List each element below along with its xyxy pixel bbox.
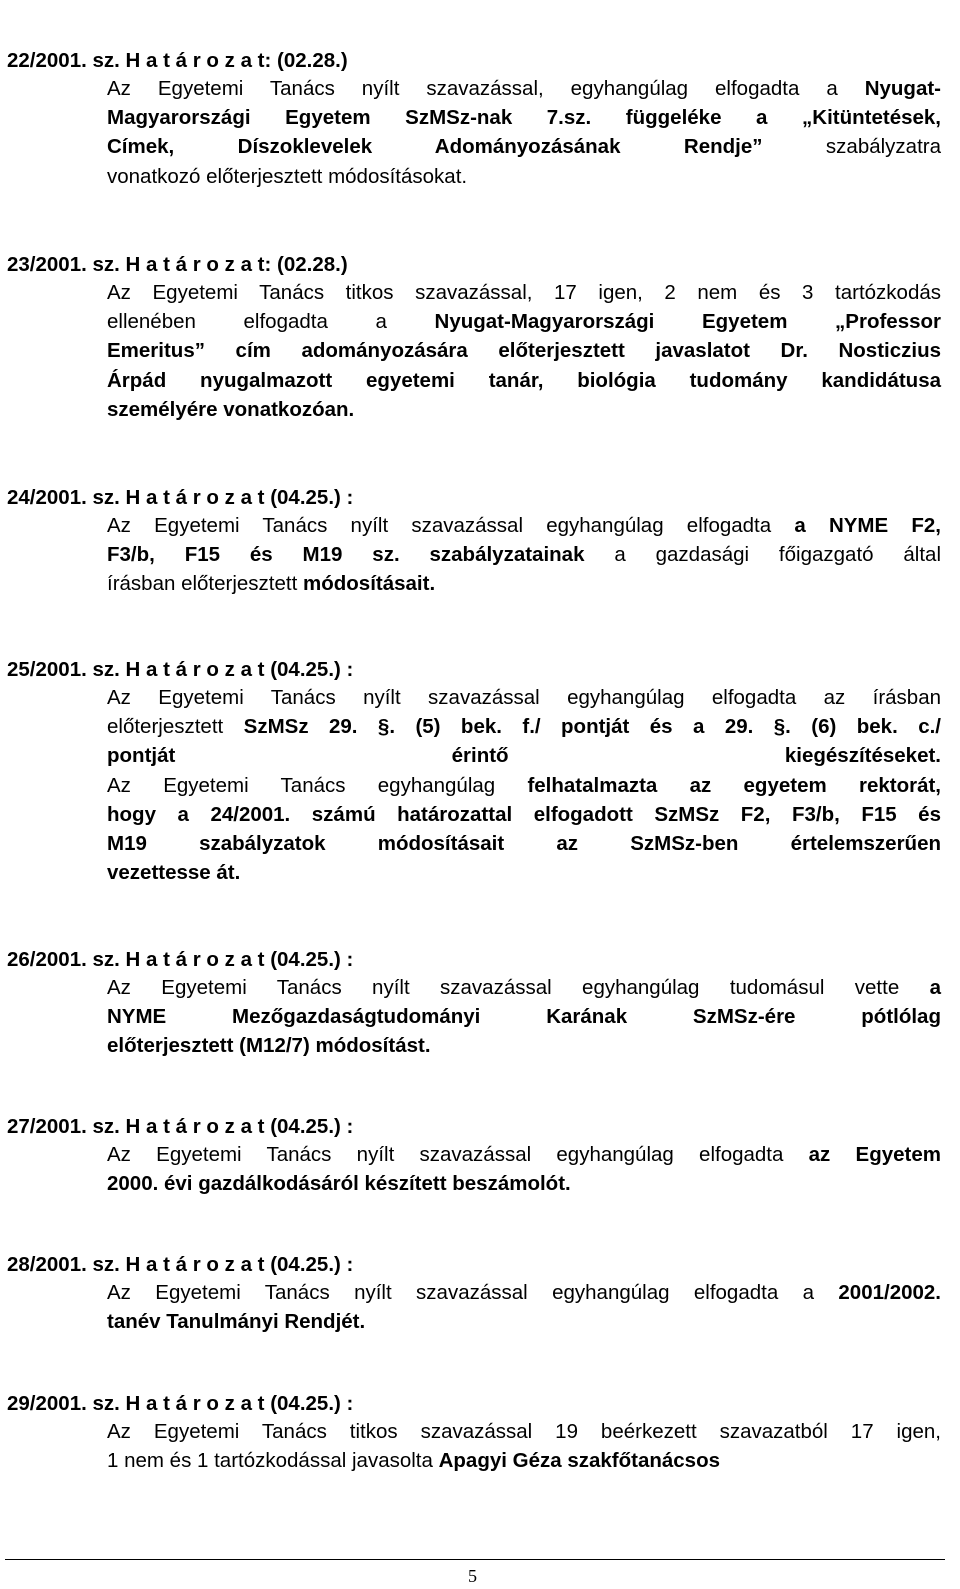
bold-text: Emeritus” cím adományozására előterjesztett javaslatot Dr. Nosticzius [107,339,941,363]
text-line [107,1031,941,1060]
decision-text [107,74,941,191]
decision-heading: 22/2001. sz. H a t á r o z a t: (02.28.) [7,49,348,72]
bold-text: előterjesztett (M12/7) módosítást. [107,1034,431,1058]
plain-text: Az Egyetemi Tanács nyílt szavazással egyhangúlag elfogadta [107,1143,809,1166]
bold-text: az Egyetem [808,1143,941,1166]
bold-text: SzMSz 29. §. (5) bek. f./ pontját és a 29. §. (6) bek. c./ [243,715,941,739]
text-line [107,569,941,598]
bold-text: Címek, Díszoklevelek Adományozásának Rendje” [107,135,763,159]
text-line [107,395,941,424]
bold-text: Magyarországi Egyetem SzMSz-nak 7.sz. függeléke a „Kitüntetések, [107,106,941,130]
footer-rule [5,1559,945,1560]
text-line [107,307,941,336]
text-line [107,511,941,540]
plain-text: előterjesztett [107,715,244,739]
bold-text: felhatalmazta az egyetem rektorát, [527,773,941,797]
plain-text: Az Egyetemi Tanács nyílt szavazással egyhangúlag elfogadta a [107,1281,839,1304]
decision-text [107,683,941,887]
text-line [107,74,941,103]
plain-text: Az Egyetemi Tanács nyílt szavazással, egyhangúlag elfogadta a [107,77,865,100]
plain-text: Az Egyetemi Tanács egyhangúlag [107,773,528,797]
bold-text: Nyugat-Magyarországi Egyetem „Professor [434,310,941,334]
bold-text: Árpád nyugalmazott egyetemi tanár, biológia tudomány kandidátusa [107,368,941,392]
text-line [107,741,941,770]
text-line [107,973,941,1002]
page-number: 5 [468,1566,477,1586]
plain-text: Az Egyetemi Tanács titkos szavazással, 17 igen, 2 nem és 3 tartózkodás [107,281,941,304]
text-line [107,1446,941,1475]
decision-heading: 25/2001. sz. H a t á r o z a t (04.25.) : [7,658,354,681]
bold-text: módosításait. [303,572,436,596]
decision-heading: 27/2001. sz. H a t á r o z a t (04.25.) : [7,1115,354,1138]
bold-text: a [929,976,941,999]
text-line [107,162,941,191]
text-line [107,278,941,307]
plain-text: Az Egyetemi Tanács nyílt szavazással egyhangúlag elfogadta [107,514,795,537]
bold-text: pontját érintő kiegészítéseket. [107,744,941,768]
text-line [107,103,941,132]
text-line [107,683,941,712]
plain-text: vonatkozó előterjesztett módosításokat. [107,164,468,188]
plain-text: Az Egyetemi Tanács nyílt szavazással egyhangúlag elfogadta az írásban [107,686,941,709]
bold-text: 2001/2002. [838,1281,941,1304]
text-line [107,1307,941,1336]
plain-text: Az Egyetemi Tanács nyílt szavazással egyhangúlag tudomásul vette [107,976,930,999]
decision-heading: 23/2001. sz. H a t á r o z a t: (02.28.) [7,253,348,276]
decision-text [107,1278,941,1336]
bold-text: Nyugat- [864,77,941,100]
decision-text [107,1417,941,1475]
decision-heading: 26/2001. sz. H a t á r o z a t (04.25.) : [7,948,354,971]
bold-text: vezettesse át. [107,861,241,885]
text-line [107,858,941,887]
plain-text: ellenében elfogadta a [107,310,435,334]
text-line [107,132,941,161]
plain-text: Az Egyetemi Tanács titkos szavazással 19 beérkezett szavazatból 17 igen, [107,1420,941,1443]
text-line [107,712,941,741]
plain-text: írásban előterjesztett [107,572,303,596]
text-line [107,1417,941,1446]
text-line [107,336,941,365]
text-line [107,540,941,569]
text-line [107,1278,941,1307]
bold-text: F3/b, F15 és M19 sz. szabályzatainak [107,543,585,567]
bold-text: hogy a 24/2001. számú határozattal elfogadott SzMSz F2, F3/b, F15 és [107,802,941,826]
text-line [107,1002,941,1031]
plain-text: a gazdasági főigazgató által [584,543,942,567]
decision-text [107,511,941,599]
text-line [107,800,941,829]
bold-text: M19 szabályzatok módosításait az SzMSz-ben értelemszerűen [107,831,941,855]
bold-text: személyére vonatkozóan. [107,397,355,421]
bold-text: tanév Tanulmányi Rendjét. [107,1310,366,1334]
text-line [107,829,941,858]
text-line [107,1140,941,1169]
decision-text [107,278,941,424]
plain-text: 1 nem és 1 tartózkodással javasolta [107,1449,439,1473]
decision-heading: 29/2001. sz. H a t á r o z a t (04.25.) : [7,1392,354,1415]
bold-text: a NYME F2, [794,514,941,537]
bold-text: NYME Mezőgazdaságtudományi Karának SzMSz-ére pótlólag [107,1005,941,1029]
plain-text: szabályzatra [762,135,942,159]
decision-text [107,973,941,1061]
text-line [107,366,941,395]
text-line [107,771,941,800]
text-line [107,1169,941,1198]
decision-heading: 28/2001. sz. H a t á r o z a t (04.25.) : [7,1253,354,1276]
bold-text: 2000. évi gazdálkodásáról készített beszámolót. [107,1172,571,1196]
bold-text: Apagyi Géza szakfőtanácsos [438,1449,721,1473]
decision-heading: 24/2001. sz. H a t á r o z a t (04.25.) : [7,486,354,509]
decision-text [107,1140,941,1198]
